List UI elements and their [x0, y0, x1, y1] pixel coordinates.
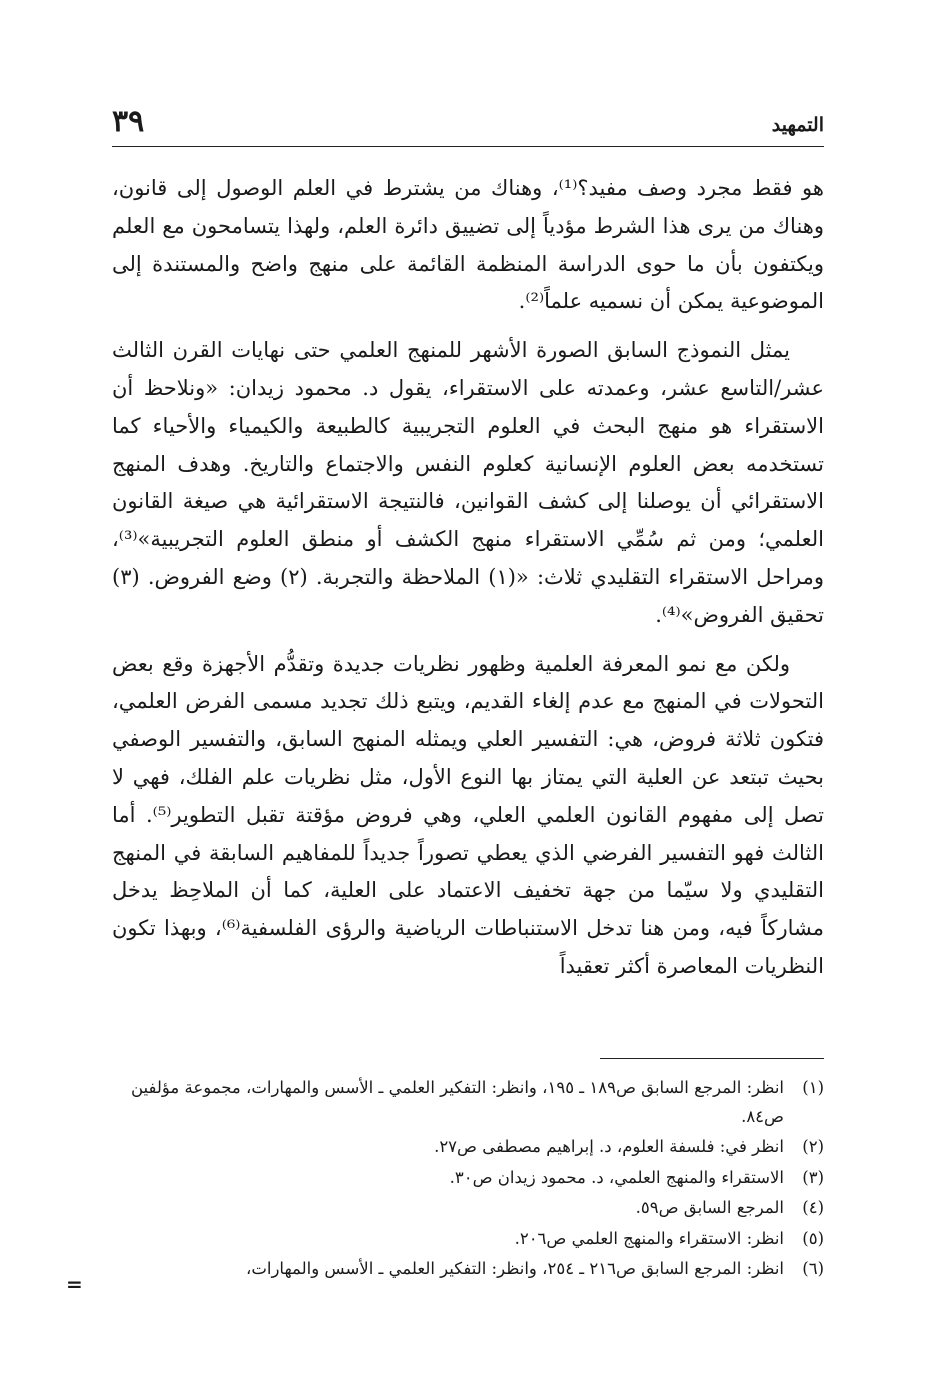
footnote: [112, 1194, 824, 1223]
paragraph: هو فقط مجرد وصف مفيد؟⁽¹⁾، وهناك من يشترط في العلم الوصول إلى قانون، وهناك من يرى هذا الشرط مؤدياً إلى تضييق دائرة العلم، ولهذا يتسامحون مع العلم ويكتفون بأن ما حوى الدراسة المنظمة القائمة على منهج واضح والمستندة إلى الموضوعية يمكن أن نسميه علماً⁽²⁾.: [112, 176, 824, 314]
footnote: [112, 1074, 824, 1131]
footnote: [112, 1225, 824, 1254]
page-number: ٣٩: [112, 104, 145, 139]
footnote-number: (٢): [802, 1137, 824, 1156]
footnote-number: (١): [802, 1078, 824, 1097]
footnote-text: انظر: الاستقراء والمنهج العلمي ص٢٠٦.: [514, 1228, 784, 1248]
footnote: [112, 1164, 824, 1193]
footnote-text: انظر: المرجع السابق ص٢١٦ ـ ٢٥٤، وانظر: التفكير العلمي ـ الأسس والمهارات،: [246, 1259, 784, 1278]
footnote-number: (٦): [802, 1259, 824, 1278]
footnote-number: (٣): [802, 1167, 824, 1187]
footnote-number: (٤): [802, 1198, 824, 1217]
main-text: [112, 170, 824, 997]
footnote-number: (٥): [802, 1228, 824, 1248]
footnote-rule: [600, 1058, 824, 1059]
chapter-title: التمهيد: [771, 114, 824, 136]
running-header: [112, 104, 824, 146]
paragraph: ولكن مع نمو المعرفة العلمية وظهور نظريات جديدة وتقدُّم الأجهزة وقع بعض التحولات في المنهج مع عدم إلغاء القديم، ويتبع ذلك تجديد مسمى الفرض العلمي، فتكون ثلاثة فروض، هي: التفسير العلي ويمثله المنهج السابق، والتفسير الوصفي بحيث تبتعد عن العلية التي يمتاز بها النوع الأول، مثل نظريات علم الفلك، فهي لا تصل إلى مفهوم القانون العلمي العلي، وهي فروض مؤقتة تقبل التطوير⁽⁵⁾. أما الثالث فهو التفسير الفرضي الذي يعطي تصوراً جديداً للمفاهيم السابقة في المنهج التقليدي ولا سيّما من جهة تخفيف الاعتماد على العلية، كما أن الملاحِظ يدخل مشاركاً فيه، ومن هنا تدخل الاستنباطات الرياضية والرؤى الفلسفية⁽⁶⁾، وبهذا تكون النظريات المعاصرة أكثر تعقيداً: [112, 651, 825, 978]
footnote: [112, 1255, 824, 1284]
footnotes: [112, 1074, 824, 1286]
footnote: [112, 1133, 824, 1162]
continuation-mark: =: [66, 1272, 83, 1296]
footnote-text: انظر في: فلسفة العلوم، د. إبراهيم مصطفى ص٢٧.: [434, 1137, 784, 1156]
footnote-text: انظر: المرجع السابق ص١٨٩ ـ ١٩٥، وانظر: التفكير العلمي ـ الأسس والمهارات، مجموعة مؤلفين ص٨٤.: [131, 1078, 784, 1126]
header-rule: [112, 146, 824, 147]
footnote-text: المرجع السابق ص٥٩.: [635, 1198, 784, 1217]
paragraph: يمثل النموذج السابق الصورة الأشهر للمنهج العلمي حتى نهايات القرن الثالث عشر/التاسع عشر، وعمدته على الاستقراء، يقول د. محمود زيدان: «ونلاحظ أن الاستقراء هو منهج البحث في العلوم التجريبية كالطبيعة والكيمياء والأحياء كما تستخدمه بعض العلوم الإنسانية كعلوم النفس والاجتماع والتاريخ. وهدف المنهج الاستقرائي أن يوصلنا إلى كشف القوانين، فالنتيجة الاستقرائية هي صيغة القانون العلمي؛ ومن ثم سُمِّي الاستقراء منهج الكشف أو منطق العلوم التجريبية»⁽³⁾، ومراحل الاستقراء التقليدي ثلاث: «(١) الملاحظة والتجربة. (٢) وضع الفروض. (٣) تحقيق الفروض»⁽⁴⁾.: [112, 338, 825, 627]
footnote-text: الاستقراء والمنهج العلمي، د. محمود زيدان ص٣٠.: [449, 1167, 784, 1187]
